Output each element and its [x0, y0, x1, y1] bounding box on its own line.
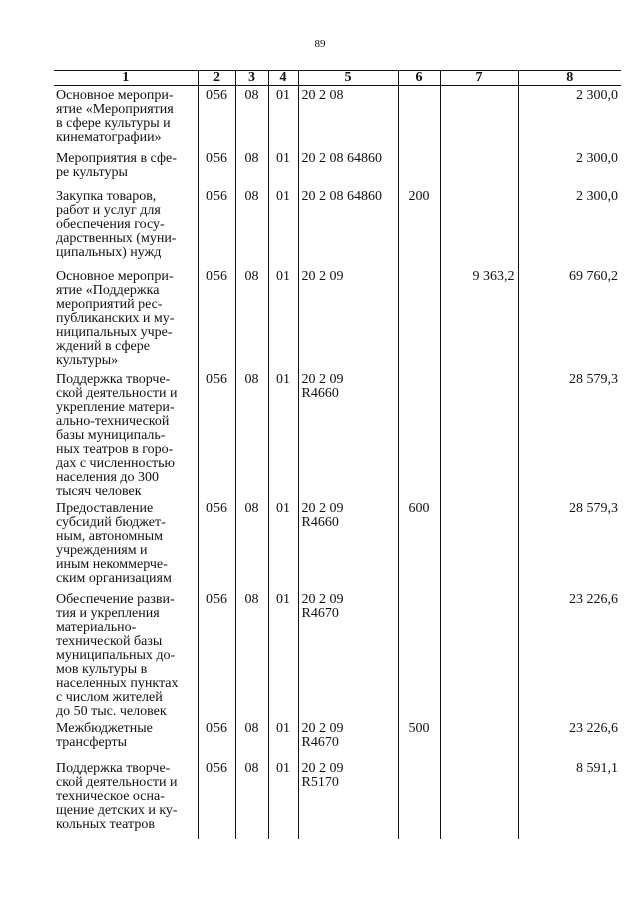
cell-name: Предоставление субсидий бюджет- ным, автономным учреждениям и иным некоммерче- ским организациям	[56, 500, 172, 586]
table-row	[54, 719, 621, 759]
cell-col8: 2 300,0	[518, 149, 621, 187]
cell-col7	[440, 499, 518, 590]
cell-ved: 056	[198, 187, 235, 267]
cell-pr: 01	[268, 86, 298, 149]
cell-col8: 69 760,2	[518, 267, 621, 370]
cell-col8: 23 226,6	[518, 590, 621, 719]
cell-col7	[440, 149, 518, 187]
cell-name: Основное меропри- ятие «Мероприятия в сфере культуры и кинематографии»	[56, 88, 174, 145]
cell-csr: 20 2 09 R4660	[298, 370, 398, 499]
cell-pr: 01	[268, 187, 298, 267]
cell-csr: 20 2 09 R4660	[298, 499, 398, 590]
cell-pr: 01	[268, 590, 298, 719]
cell-csr: 20 2 08 64860	[298, 187, 398, 267]
cell-pr: 01	[268, 759, 298, 839]
cell-rz: 08	[235, 719, 268, 759]
budget-table-container	[54, 70, 621, 836]
cell-csr: 20 2 08	[298, 86, 398, 149]
budget-table	[54, 70, 621, 839]
table-row	[54, 187, 621, 267]
header-col-7: 7	[440, 71, 518, 86]
table-row	[54, 499, 621, 590]
cell-col8: 2 300,0	[518, 187, 621, 267]
cell-col8: 2 300,0	[518, 86, 621, 149]
cell-col7	[440, 719, 518, 759]
cell-rz: 08	[235, 187, 268, 267]
cell-vr	[398, 370, 440, 499]
header-col-6: 6	[398, 71, 440, 86]
table-row	[54, 267, 621, 370]
cell-ved: 056	[198, 590, 235, 719]
header-col-3: 3	[235, 71, 268, 86]
cell-name: Поддержка творче- ской деятельности и укрепление матери- ально-технической базы муниципаль- ных театров в горо- дах с численностью населения до 300 тысяч человек	[56, 371, 178, 499]
cell-vr: 600	[398, 499, 440, 590]
cell-name: Закупка товаров, работ и услуг для обеспечения госу- дарственных (муни- ципальных) нужд	[56, 188, 177, 260]
cell-ved: 056	[198, 149, 235, 187]
cell-col8: 8 591,1	[518, 759, 621, 839]
page-number: 89	[314, 38, 326, 50]
cell-csr: 20 2 09 R4670	[298, 719, 398, 759]
cell-rz: 08	[235, 149, 268, 187]
cell-rz: 08	[235, 86, 268, 149]
cell-col7	[440, 187, 518, 267]
header-col-4: 4	[268, 71, 298, 86]
cell-rz: 08	[235, 267, 268, 370]
cell-vr	[398, 149, 440, 187]
table-row	[54, 759, 621, 839]
cell-rz: 08	[235, 499, 268, 590]
cell-rz: 08	[235, 590, 268, 719]
cell-name: Основное меропри- ятие «Поддержка мероприятий рес- публиканских и му- ниципальных учре- ждений в сфере культуры»	[56, 268, 175, 368]
cell-ved: 056	[198, 267, 235, 370]
header-col-2: 2	[198, 71, 235, 86]
cell-col7	[440, 759, 518, 839]
cell-csr: 20 2 08 64860	[298, 149, 398, 187]
cell-name: Мероприятия в сфе- ре культуры	[56, 150, 177, 180]
table-row	[54, 149, 621, 187]
cell-ved: 056	[198, 86, 235, 149]
cell-vr	[398, 86, 440, 149]
cell-pr: 01	[268, 370, 298, 499]
cell-csr: 20 2 09	[298, 267, 398, 370]
header-col-8: 8	[518, 71, 621, 86]
cell-name: Обеспечение разви- тия и укрепления материально- технической базы муниципальных до- мов культуры в населенных пунктах с числом жителей до 50 тыс. человек	[56, 591, 179, 719]
cell-ved: 056	[198, 719, 235, 759]
cell-col7	[440, 370, 518, 499]
cell-col8: 23 226,6	[518, 719, 621, 759]
cell-vr	[398, 267, 440, 370]
table-row	[54, 370, 621, 499]
table-row	[54, 86, 621, 149]
cell-col8: 28 579,3	[518, 499, 621, 590]
cell-col7	[440, 86, 518, 149]
cell-ved: 056	[198, 759, 235, 839]
cell-rz: 08	[235, 759, 268, 839]
table-row	[54, 590, 621, 719]
cell-csr: 20 2 09 R5170	[298, 759, 398, 839]
cell-rz: 08	[235, 370, 268, 499]
cell-pr: 01	[268, 719, 298, 759]
cell-ved: 056	[198, 370, 235, 499]
cell-vr	[398, 759, 440, 839]
cell-col8: 28 579,3	[518, 370, 621, 499]
header-col-5: 5	[298, 71, 398, 86]
cell-col7	[440, 590, 518, 719]
header-col-1: 1	[54, 71, 198, 86]
cell-pr: 01	[268, 267, 298, 370]
cell-vr: 200	[398, 187, 440, 267]
cell-ved: 056	[198, 499, 235, 590]
cell-pr: 01	[268, 149, 298, 187]
cell-col7: 9 363,2	[440, 267, 518, 370]
cell-name: Поддержка творче- ской деятельности и техническое осна- щение детских и ку- кольных театров	[56, 760, 178, 832]
cell-vr: 500	[398, 719, 440, 759]
cell-name: Межбюджетные трансферты	[56, 720, 153, 750]
table-header-row	[54, 71, 621, 86]
cell-vr	[398, 590, 440, 719]
cell-pr: 01	[268, 499, 298, 590]
cell-csr: 20 2 09 R4670	[298, 590, 398, 719]
